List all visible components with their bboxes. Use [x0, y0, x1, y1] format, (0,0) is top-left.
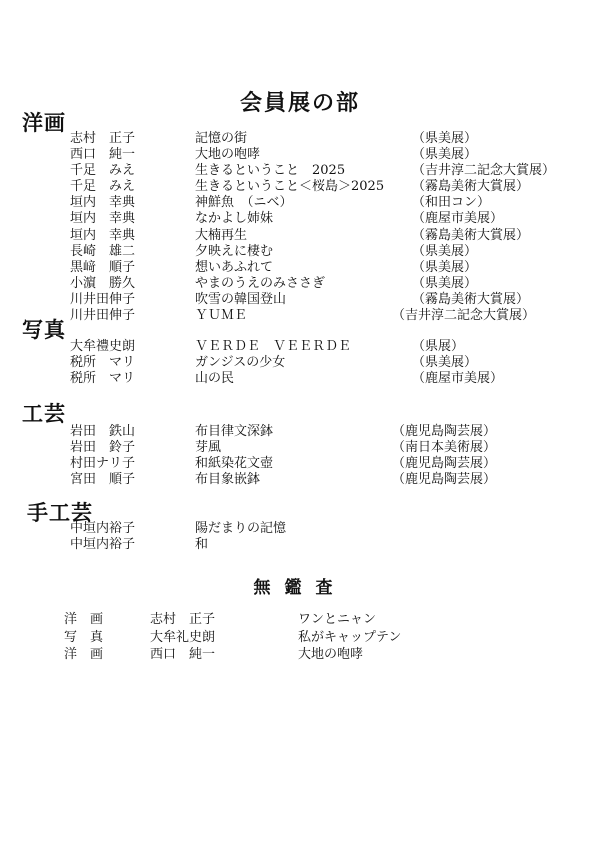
- section-heading-shukogei: 手工芸: [27, 500, 93, 525]
- shashin-list: [0, 339, 600, 387]
- artist-name: 村田ナリ子: [70, 456, 136, 472]
- exhibition-name: （県美展）: [412, 131, 478, 146]
- artist-name: 長崎 雄二: [70, 243, 136, 259]
- artist-name: 税所 マリ: [70, 355, 136, 371]
- list-item: [0, 211, 600, 227]
- artist-name: 川井田伸子: [70, 291, 136, 307]
- exhibition-name: （吉井淳二記念大賞展）: [392, 308, 536, 324]
- section-heading-kogei: 工芸: [22, 401, 66, 426]
- exhibition-name: （県美展）: [412, 259, 478, 275]
- artist-name: 中垣内裕子: [70, 537, 136, 553]
- list-item: [0, 163, 600, 179]
- list-item: [0, 521, 600, 537]
- work-title: ＹＵＭＥ: [195, 308, 248, 324]
- artist-name: 垣内 幸典: [70, 227, 136, 243]
- artist-name: 中垣内裕子: [70, 521, 136, 536]
- mukansa-list: [0, 611, 600, 664]
- exhibition-name: （鹿児島陶芸展）: [392, 472, 497, 488]
- list-item: [0, 131, 600, 147]
- list-item: [0, 456, 600, 472]
- artist-name: 岩田 鈴子: [70, 440, 136, 456]
- yoga-list: [0, 131, 600, 324]
- list-item: [0, 537, 600, 553]
- work-title: ワンとニャン: [298, 612, 377, 627]
- list-item: [0, 292, 600, 308]
- artist-name: 垣内 幸典: [70, 211, 136, 227]
- exhibition-name: （県美展）: [412, 355, 478, 371]
- work-title: 大楠再生: [195, 227, 248, 243]
- list-item: [0, 147, 600, 163]
- work-title: 生きるということ＜桜島＞2025: [195, 179, 385, 195]
- category: 洋 画: [64, 612, 104, 627]
- work-title: 布目律文深鉢: [195, 424, 274, 439]
- artist-name: 岩田 鉄山: [70, 424, 136, 439]
- list-item: [0, 424, 600, 440]
- artist-name: 税所 マリ: [70, 371, 136, 387]
- work-title: 陽だまりの記憶: [195, 521, 287, 536]
- list-item: [0, 276, 600, 292]
- work-title: 生きるということ 2025: [195, 163, 346, 179]
- artist-name: 志村 正子: [150, 612, 216, 627]
- work-title: 大地の咆哮: [298, 647, 364, 662]
- work-title: 想いあふれて: [195, 259, 274, 275]
- work-title: なかよし姉妹: [195, 211, 274, 227]
- exhibition-name: （県美展）: [412, 243, 478, 259]
- artist-name: 西口 純一: [150, 647, 216, 662]
- artist-name: 千足 みえ: [70, 163, 136, 179]
- list-item: [0, 179, 600, 195]
- artist-name: 垣内 幸典: [70, 195, 136, 211]
- list-item: [0, 308, 600, 324]
- list-item: [0, 371, 600, 387]
- exhibition-name: （霧島美術大賞展）: [412, 227, 530, 243]
- work-title: やまのうえのみささぎ: [195, 275, 326, 291]
- artist-name: 大牟禮史朗: [70, 339, 136, 354]
- work-title: 吹雪の韓国登山: [195, 291, 287, 307]
- list-item: [0, 472, 600, 488]
- artist-name: 黒﨑 順子: [70, 259, 136, 275]
- work-title: 芽風: [195, 440, 222, 456]
- category: 写 真: [64, 629, 104, 645]
- list-item: [0, 195, 600, 211]
- shukogei-list: [0, 521, 600, 553]
- list-item: [0, 228, 600, 244]
- exhibition-name: （県美展）: [412, 147, 478, 163]
- work-title: ＶＥＲＤＥ ＶＥＥＲＤＥ: [195, 339, 352, 354]
- work-title: 和紙染花文壺: [195, 456, 274, 472]
- artist-name: 川井田伸子: [70, 308, 136, 324]
- exhibition-name: （吉井淳二記念大賞展）: [412, 163, 556, 179]
- artist-name: 小濵 勝久: [70, 275, 136, 291]
- list-item: [0, 629, 600, 647]
- work-title: 記憶の街: [195, 131, 248, 146]
- work-title: ガンジスの少女: [195, 355, 286, 371]
- exhibition-name: （県美展）: [412, 275, 478, 291]
- list-item: [0, 355, 600, 371]
- artist-name: 大牟礼史朗: [150, 629, 216, 645]
- work-title: 神鮮魚 （ニベ）: [195, 195, 293, 211]
- work-title: 山の民: [195, 371, 235, 387]
- list-item: [0, 244, 600, 260]
- exhibition-name: （鹿児島陶芸展）: [392, 456, 497, 472]
- kogei-list: [0, 424, 600, 488]
- artist-name: 志村 正子: [70, 131, 136, 146]
- work-title: 和: [195, 537, 209, 553]
- work-title: 大地の咆哮: [195, 147, 261, 163]
- artist-name: 千足 みえ: [70, 179, 136, 195]
- list-item: [0, 611, 600, 629]
- list-item: [0, 260, 600, 276]
- list-item: [0, 646, 600, 664]
- exhibition-name: （南日本美術展）: [392, 440, 497, 456]
- exhibition-name: （県展）: [412, 339, 465, 354]
- exhibition-name: （鹿児島陶芸展）: [392, 424, 497, 439]
- exhibition-name: （和田コン）: [412, 195, 491, 211]
- work-title: 布目象嵌鉢: [195, 472, 261, 488]
- artist-name: 西口 純一: [70, 147, 136, 163]
- list-item: [0, 339, 600, 355]
- artist-name: 宮田 順子: [70, 472, 136, 488]
- exhibition-name: （霧島美術大賞展）: [412, 179, 530, 195]
- list-item: [0, 440, 600, 456]
- mukansa-title: 無鑑査: [253, 578, 347, 598]
- page-title: 会員展の部: [239, 90, 360, 116]
- exhibition-name: （鹿屋市美展）: [412, 211, 504, 227]
- work-title: 夕映えに棲む: [195, 243, 274, 259]
- exhibition-name: （鹿屋市美展）: [412, 371, 504, 387]
- section-heading-yoga: 洋画: [22, 110, 66, 135]
- section-heading-shashin: 写真: [22, 317, 66, 342]
- exhibition-name: （霧島美術大賞展）: [412, 291, 530, 307]
- work-title: 私がキャップテン: [298, 629, 402, 645]
- category: 洋 画: [64, 647, 104, 662]
